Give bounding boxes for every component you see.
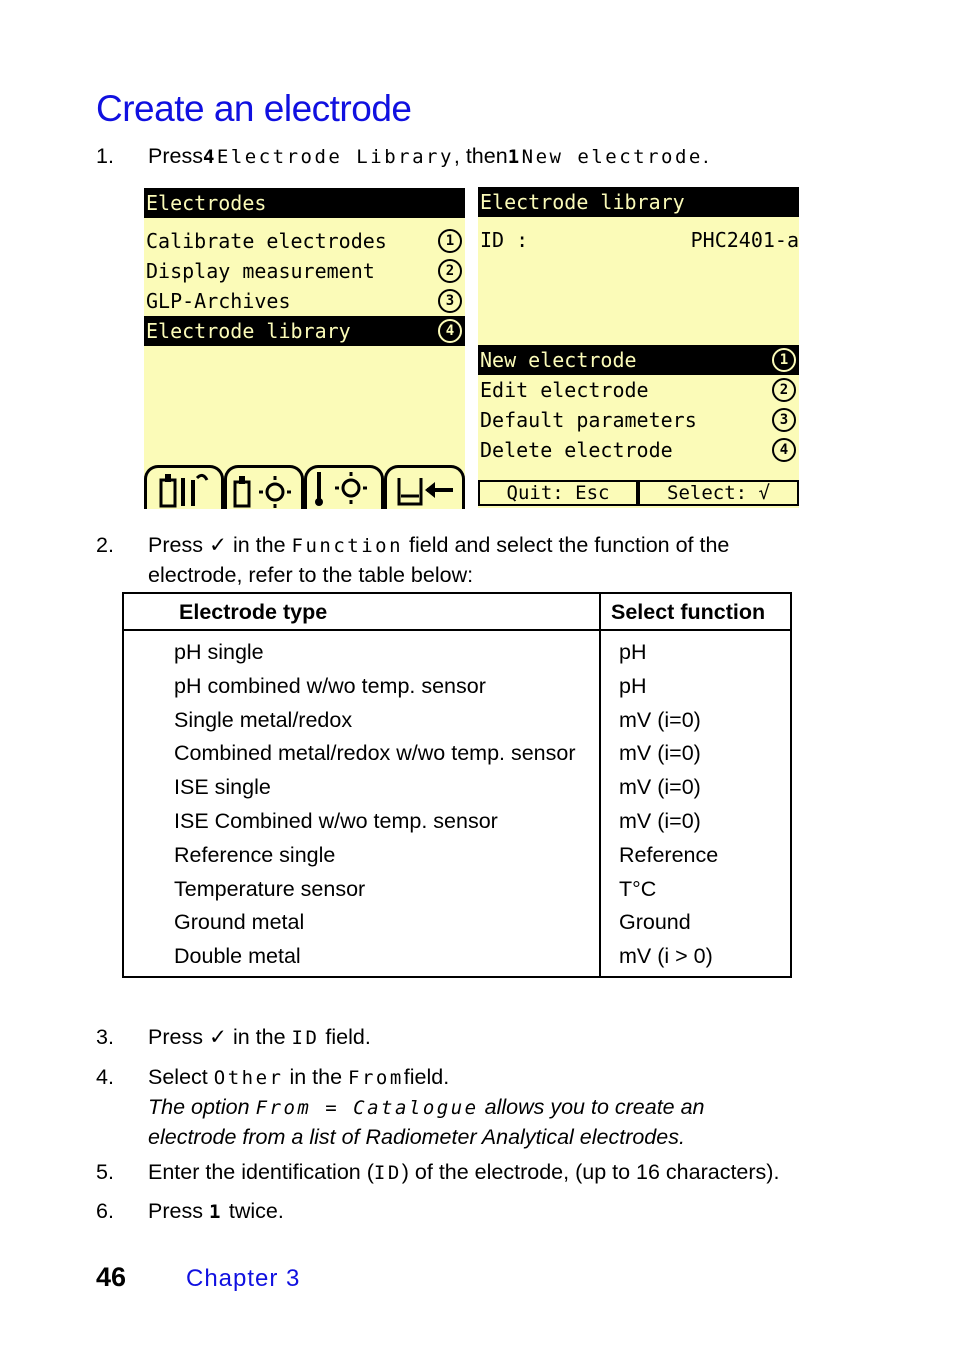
key-label: 1 — [507, 146, 522, 168]
key-label: 4 — [202, 146, 217, 168]
menu-number-icon: 4 — [772, 438, 796, 462]
table-cell-electrode-type: Single metal/redox — [174, 708, 353, 732]
step-note — [148, 1095, 705, 1149]
step-number: 6. — [96, 1199, 114, 1223]
table-cell-electrode-type: pH single — [174, 640, 264, 664]
header-select-function: Select function — [611, 600, 766, 624]
menu-path: Electrode Library — [216, 146, 454, 168]
select-softkey[interactable]: Select: √ — [638, 480, 799, 506]
step-text: field and select the function of the — [409, 533, 730, 557]
step-text: Press — [148, 144, 203, 168]
table-cell-function: mV (i=0) — [619, 809, 701, 833]
quit-softkey[interactable]: Quit: Esc — [478, 480, 638, 506]
electrode-library-screen — [478, 187, 799, 508]
menu-item-edit-electrode[interactable] — [478, 375, 799, 405]
step-text: . — [702, 144, 709, 168]
menu-item-glp[interactable] — [144, 286, 465, 316]
table-cell-function: Reference — [619, 843, 719, 867]
screen-header: Electrodes — [144, 188, 465, 218]
temperature-tab-icon[interactable] — [304, 465, 384, 509]
menu-number-icon: 3 — [438, 289, 462, 313]
menu-path: New electrode — [521, 146, 703, 168]
menu-item-label: Display measurement — [146, 259, 375, 283]
electrode-function-table — [122, 592, 792, 978]
menu-number-icon: 2 — [772, 378, 796, 402]
electrode-tab-icon[interactable] — [144, 465, 224, 509]
step-text: Press — [148, 1025, 203, 1049]
step-text: in the — [232, 533, 286, 557]
step-text: Enter the identification ( — [148, 1160, 374, 1184]
step-number: 3. — [96, 1025, 114, 1049]
table-cell-function: pH — [619, 640, 647, 664]
note-text: The option — [148, 1095, 250, 1119]
step-text: in the — [232, 1025, 286, 1049]
table-cell-electrode-type: ISE Combined w/wo temp. sensor — [174, 809, 498, 833]
menu-item-default-parameters[interactable] — [478, 405, 799, 435]
id-label: ID : — [480, 228, 529, 252]
step-number: 4. — [96, 1065, 114, 1089]
table-cell-function: mV (i=0) — [619, 775, 701, 799]
step-number: 2. — [96, 533, 114, 557]
table-cell-electrode-type: Temperature sensor — [174, 877, 366, 901]
table-cell-electrode-type: ISE single — [174, 775, 271, 799]
key-label: 1 — [208, 1201, 223, 1223]
step-text: in the — [289, 1065, 343, 1089]
menu-item-label: Electrode library — [146, 319, 351, 343]
step-text: ) of the electrode, (up to 16 characters). — [401, 1160, 780, 1184]
step-text: field. — [403, 1065, 450, 1089]
screen-header: Electrode library — [478, 187, 799, 217]
chapter-label: Chapter 3 — [186, 1265, 301, 1292]
table-cell-electrode-type: Ground metal — [174, 910, 305, 934]
electrodes-screen — [144, 188, 465, 509]
step-text: Press — [148, 533, 203, 557]
menu-number-icon: 3 — [772, 408, 796, 432]
table-cell-function: mV (i=0) — [619, 708, 701, 732]
menu-number-icon: 1 — [772, 348, 796, 372]
table-cell-function: Ground — [619, 910, 691, 934]
note-code: From = Catalogue — [255, 1097, 479, 1119]
step-number: 5. — [96, 1160, 114, 1184]
field-name: From — [348, 1067, 404, 1089]
step-text: field. — [325, 1025, 371, 1049]
menu-item-calibrate[interactable] — [144, 226, 465, 256]
step-text: electrode, refer to the table below: — [148, 563, 474, 587]
id-value: PHC2401-a — [690, 228, 799, 252]
menu-item-label: Edit electrode — [480, 378, 649, 402]
option-name: Other — [213, 1067, 284, 1089]
column-divider — [599, 594, 601, 976]
table-cell-function: mV (i > 0) — [619, 944, 713, 968]
table-cell-electrode-type: Combined metal/redox w/wo temp. sensor — [174, 741, 576, 765]
menu-item-display[interactable] — [144, 256, 465, 286]
menu-number-icon: 2 — [438, 259, 462, 283]
table-cell-electrode-type: Reference single — [174, 843, 336, 867]
step-text: Select — [148, 1065, 208, 1089]
field-name: ID — [291, 1027, 320, 1049]
page-number: 46 — [96, 1262, 127, 1292]
check-icon: ✓ — [208, 1025, 227, 1049]
table-cell-electrode-type: pH combined w/wo temp. sensor — [174, 674, 486, 698]
menu-number-icon: 1 — [438, 229, 462, 253]
menu-item-label: Delete electrode — [480, 438, 673, 462]
field-name: Function — [291, 535, 404, 557]
sample-tab-icon[interactable] — [384, 465, 465, 509]
header-divider — [124, 629, 790, 631]
menu-number-icon: 4 — [438, 319, 462, 343]
step-text: , then — [453, 144, 508, 168]
menu-item-label: Default parameters — [480, 408, 697, 432]
id-row — [478, 225, 799, 255]
menu-item-electrode-library[interactable] — [144, 316, 465, 346]
menu-item-label: GLP-Archives — [146, 289, 291, 313]
table-cell-function: T°C — [619, 877, 657, 901]
note-text: electrode from a list of Radiometer Analytical electrodes. — [148, 1125, 685, 1149]
menu-item-label: New electrode — [480, 348, 637, 372]
note-text: allows you to create an — [484, 1095, 705, 1119]
table-cell-electrode-type: Double metal — [174, 944, 301, 968]
field-name: ID — [373, 1162, 402, 1184]
header-electrode-type: Electrode type — [179, 600, 328, 624]
menu-item-delete-electrode[interactable] — [478, 435, 799, 465]
menu-item-label: Calibrate electrodes — [146, 229, 387, 253]
menu-item-new-electrode[interactable] — [478, 345, 799, 375]
step-number: 1. — [96, 144, 114, 168]
step-text: Press — [148, 1199, 203, 1223]
step-text: twice. — [228, 1199, 284, 1223]
page-title: Create an electrode — [96, 88, 412, 129]
calibration-tab-icon[interactable] — [224, 465, 304, 509]
check-icon: ✓ — [208, 533, 227, 557]
table-cell-function: mV (i=0) — [619, 741, 701, 765]
table-cell-function: pH — [619, 674, 647, 698]
